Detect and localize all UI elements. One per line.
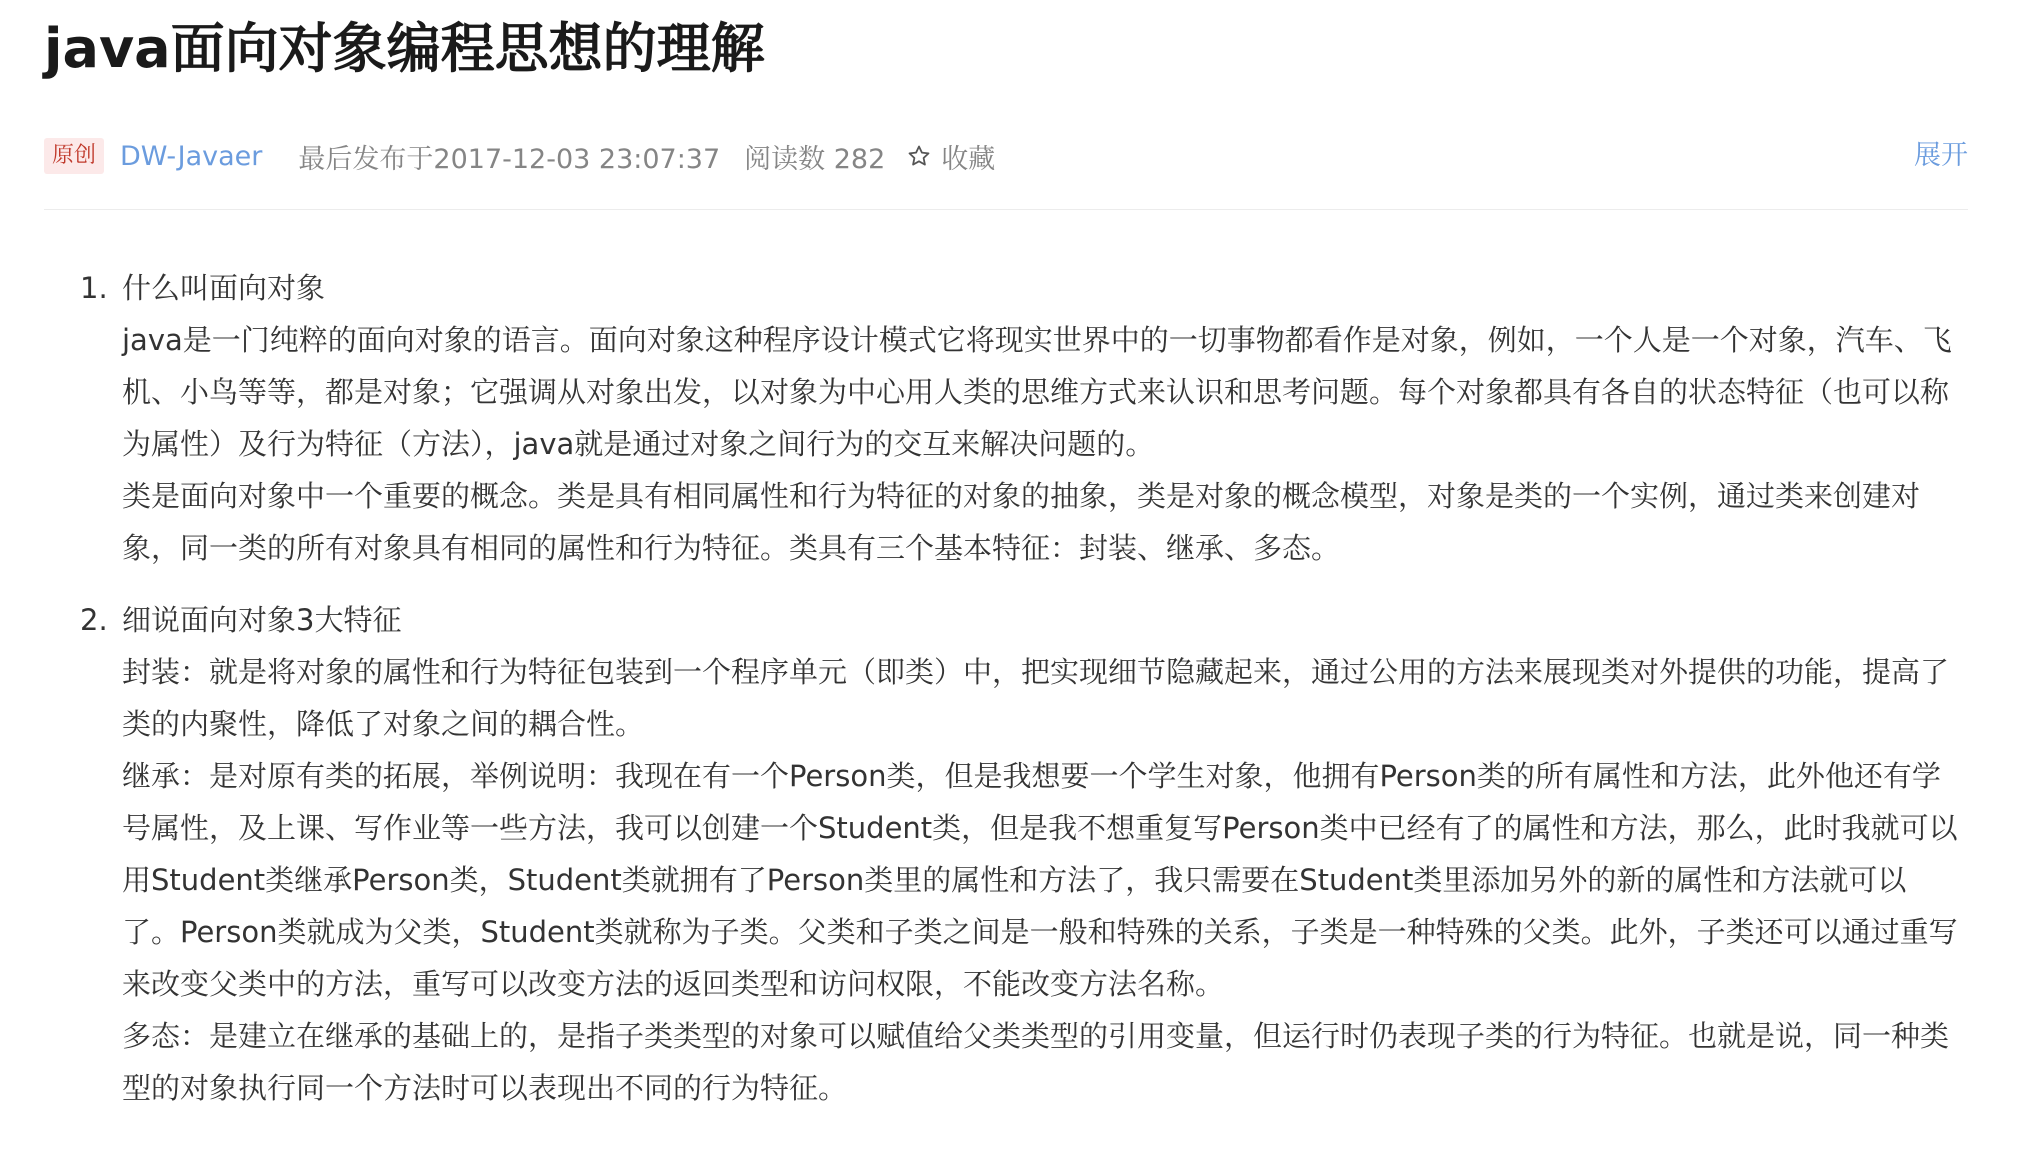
article-title: java面向对象编程思想的理解 xyxy=(44,17,765,80)
author-link[interactable]: DW-Javaer xyxy=(120,140,263,172)
list-item xyxy=(80,594,1960,1114)
expand-button[interactable]: 展开 xyxy=(1914,140,1968,171)
list-number: 1. xyxy=(80,271,108,305)
read-count: 阅读数 282 xyxy=(744,143,886,175)
section-heading: 什么叫面向对象 xyxy=(122,271,326,305)
article-meta xyxy=(44,136,1968,176)
paragraph: 继承：是对原有类的拓展，举例说明：我现在有一个Person类，但是我想要一个学生对象，他拥有Person类的所有属性和方法，此外他还有学号属性，及上课、写作业等一些方法，我可以创建一个Student类，但是我不想重复写Person类中已经有了的属性和方法，那么，此时我就可以用Student类继承Person类，Student类就拥有了Person类里的属性和方法了，我只需要在Student类里添加另外的新的属性和方法就可以了。Person类就成为父类，Student类就称为子类。父类和子类之间是一般和特殊的关系，子类是一种特殊的父类。此外，子类还可以通过重写来改变父类中的方法，重写可以改变方法的返回类型和访问权限，不能改变方法名称。 xyxy=(122,759,1958,1001)
favorite-label: 收藏 xyxy=(941,143,996,175)
list-item-body xyxy=(122,594,1960,1114)
article xyxy=(44,0,1968,1105)
section-heading: 细说面向对象3大特征 xyxy=(122,603,402,637)
paragraph: java是一门纯粹的面向对象的语言。面向对象这种程序设计模式它将现实世界中的一切事物都看作是对象，例如，一个人是一个对象，汽车、飞机、小鸟等等，都是对象；它强调从对象出发，以对象为中心用人类的思维方式来认识和思考问题。每个对象都具有各自的状态特征（也可以称为属性）及行为特征（方法），java就是通过对象之间行为的交互来解决问题的。 xyxy=(122,323,1952,461)
meta-divider xyxy=(44,209,1968,210)
list-item-body xyxy=(122,262,1960,574)
favorite-button[interactable] xyxy=(907,137,995,176)
list-item xyxy=(80,262,1960,574)
list-number: 2. xyxy=(80,603,108,637)
star-outline-icon xyxy=(907,144,931,168)
article-content xyxy=(80,262,1960,1134)
original-badge: 原创 xyxy=(44,138,104,174)
paragraph: 类是面向对象中一个重要的概念。类是具有相同属性和行为特征的对象的抽象，类是对象的概念模型，对象是类的一个实例，通过类来创建对象，同一类的所有对象具有相同的属性和行为特征。类具有三个基本特征：封装、继承、多态。 xyxy=(122,479,1921,565)
paragraph: 封装：就是将对象的属性和行为特征包装到一个程序单元（即类）中，把实现细节隐藏起来，通过公用的方法来展现类对外提供的功能，提高了类的内聚性，降低了对象之间的耦合性。 xyxy=(122,655,1950,741)
paragraph: 多态：是建立在继承的基础上的，是指子类类型的对象可以赋值给父类类型的引用变量，但运行时仍表现子类的行为特征。也就是说，同一种类型的对象执行同一个方法时可以表现出不同的行为特征。 xyxy=(122,1019,1950,1105)
publish-date: 最后发布于2017-12-03 23:07:37 xyxy=(298,143,721,175)
